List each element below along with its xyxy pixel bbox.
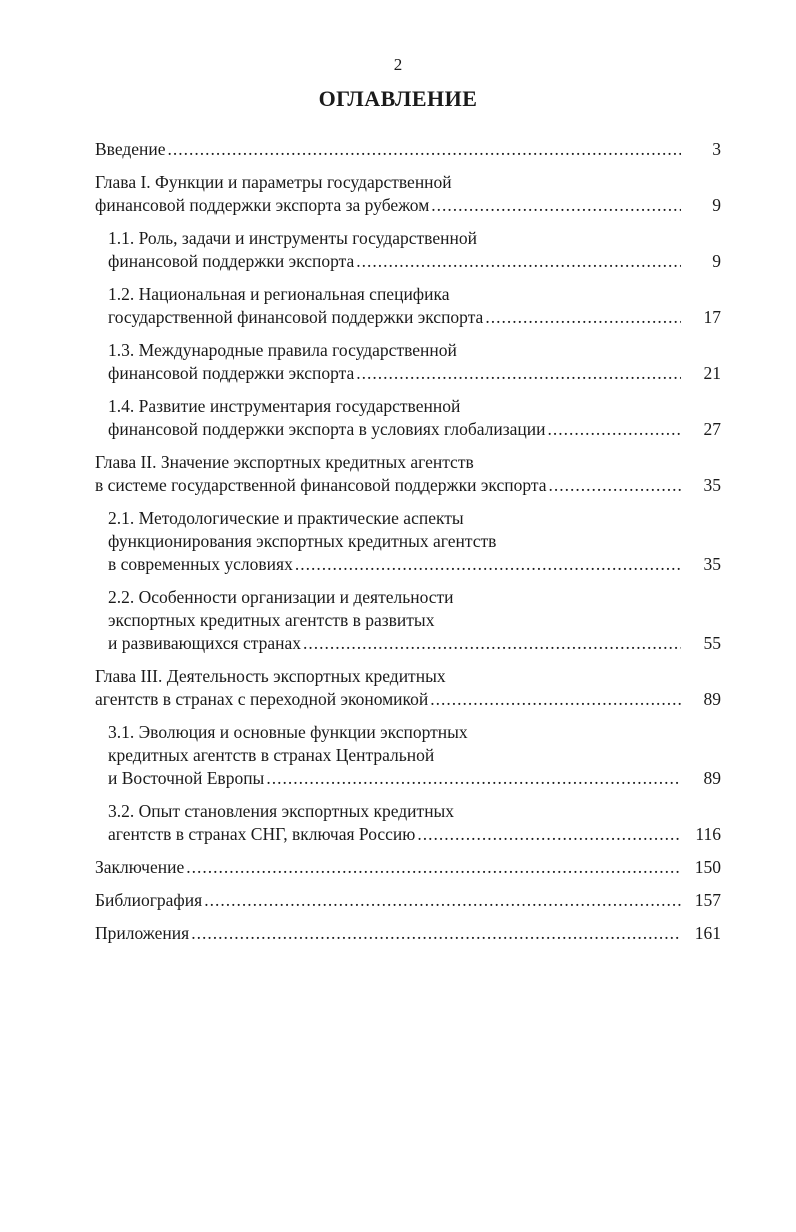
toc-entry-title: государственной финансовой поддержки экспорта: [108, 307, 484, 327]
toc-entry-line: 2.1. Методологические и практические аспекты: [108, 508, 464, 528]
toc-entry-title: финансовой поддержки экспорта за рубежом: [95, 195, 430, 215]
toc-page-number: 35: [703, 554, 721, 574]
toc-entry-line: кредитных агентств в странах Центральной: [108, 745, 435, 765]
toc-entry-last-line: [95, 922, 721, 945]
toc-leader-dots: [186, 856, 681, 879]
toc-entry-title: в системе государственной финансовой поддержки экспорта: [95, 475, 547, 495]
toc-entry: [95, 721, 721, 790]
toc-leader-dots: [549, 474, 682, 497]
toc-leader-dots: [431, 194, 681, 217]
toc-entry-last-line: [108, 250, 721, 273]
toc-entry-last-line: [95, 138, 721, 161]
toc-page-number: 27: [703, 419, 721, 439]
toc-entry-line: 2.2. Особенности организации и деятельности: [108, 587, 454, 607]
table-of-contents: [95, 138, 721, 955]
toc-page-number: 161: [694, 923, 721, 943]
toc-entry-title: финансовой поддержки экспорта: [108, 251, 355, 271]
toc-entry-last-line: [108, 553, 721, 576]
toc-page-number: 9: [712, 251, 721, 271]
toc-entry-last-line: [95, 194, 721, 217]
page-title: ОГЛАВЛЕНИЕ: [318, 86, 478, 111]
toc-entry-title: Библиография: [95, 890, 203, 910]
toc-page-number: 9: [712, 195, 721, 215]
toc-entry-last-line: [108, 418, 721, 441]
toc-entry-title: агентств в странах с переходной экономикой: [95, 689, 429, 709]
toc-entry-title: Заключение: [95, 857, 185, 877]
toc-entry: [95, 138, 721, 161]
toc-entry-line: 1.2. Национальная и региональная специфика: [108, 284, 450, 304]
toc-leader-dots: [548, 418, 681, 441]
toc-entry-title: Введение: [95, 139, 166, 159]
toc-entry-line: 1.1. Роль, задачи и инструменты государственной: [108, 228, 477, 248]
toc-entry-line: 3.1. Эволюция и основные функции экспортных: [108, 722, 468, 742]
toc-entry-last-line: [108, 632, 721, 655]
toc-leader-dots: [168, 138, 681, 161]
toc-page-number: 157: [694, 890, 721, 910]
toc-entry-last-line: [108, 767, 721, 790]
toc-entry-line: функционирования экспортных кредитных агентств: [108, 531, 497, 551]
toc-entry-last-line: [95, 688, 721, 711]
toc-entry-last-line: [108, 823, 721, 846]
toc-entry-line: Глава II. Значение экспортных кредитных агентств: [95, 452, 474, 472]
toc-entry-last-line: [108, 362, 721, 385]
toc-entry-title: Приложения: [95, 923, 190, 943]
toc-leader-dots: [430, 688, 681, 711]
toc-entry-last-line: [108, 306, 721, 329]
toc-entry: [95, 339, 721, 385]
toc-entry: [95, 507, 721, 576]
toc-entry: [95, 665, 721, 711]
toc-entry-title: финансовой поддержки экспорта: [108, 363, 355, 383]
toc-page-number: 17: [703, 307, 721, 327]
toc-entry: [95, 922, 721, 945]
toc-leader-dots: [485, 306, 681, 329]
toc-leader-dots: [204, 889, 681, 912]
toc-entry-title: и развивающихся странах: [108, 633, 301, 653]
toc-entry-line: 1.4. Развитие инструментария государственной: [108, 396, 461, 416]
toc-entry-last-line: [95, 856, 721, 879]
toc-page-number: 89: [703, 689, 721, 709]
toc-page-number: 35: [703, 475, 721, 495]
toc-entry-line: экспортных кредитных агентств в развитых: [108, 610, 435, 630]
toc-leader-dots: [266, 767, 681, 790]
toc-entry: [95, 856, 721, 879]
toc-page-number: 55: [703, 633, 721, 653]
toc-leader-dots: [356, 362, 681, 385]
toc-entry-line: Глава III. Деятельность экспортных кредитных: [95, 666, 446, 686]
toc-entry: [95, 395, 721, 441]
toc-page-number: 116: [695, 824, 721, 844]
toc-entry-title: агентств в странах СНГ, включая Россию: [108, 824, 416, 844]
toc-leader-dots: [295, 553, 681, 576]
toc-leader-dots: [303, 632, 681, 655]
toc-entry-line: 3.2. Опыт становления экспортных кредитных: [108, 801, 455, 821]
toc-entry-line: Глава I. Функции и параметры государственной: [95, 172, 452, 192]
toc-leader-dots: [417, 823, 681, 846]
toc-page-number: 89: [703, 768, 721, 788]
page-number: 2: [393, 55, 403, 74]
toc-leader-dots: [191, 922, 681, 945]
toc-entry: [95, 800, 721, 846]
toc-entry: [95, 227, 721, 273]
toc-entry: [95, 171, 721, 217]
toc-entry-title: финансовой поддержки экспорта в условиях глобализации: [108, 419, 546, 439]
toc-entry-title: и Восточной Европы: [108, 768, 265, 788]
toc-entry: [95, 889, 721, 912]
toc-entry-title: в современных условиях: [108, 554, 293, 574]
toc-entry-line: 1.3. Международные правила государственной: [108, 340, 457, 360]
toc-entry: [95, 451, 721, 497]
toc-entry: [95, 586, 721, 655]
toc-entry: [95, 283, 721, 329]
toc-entry-last-line: [95, 474, 721, 497]
toc-page-number: 21: [703, 363, 721, 383]
toc-page-number: 3: [712, 139, 721, 159]
toc-page-number: 150: [694, 857, 721, 877]
toc-leader-dots: [356, 250, 681, 273]
toc-entry-last-line: [95, 889, 721, 912]
